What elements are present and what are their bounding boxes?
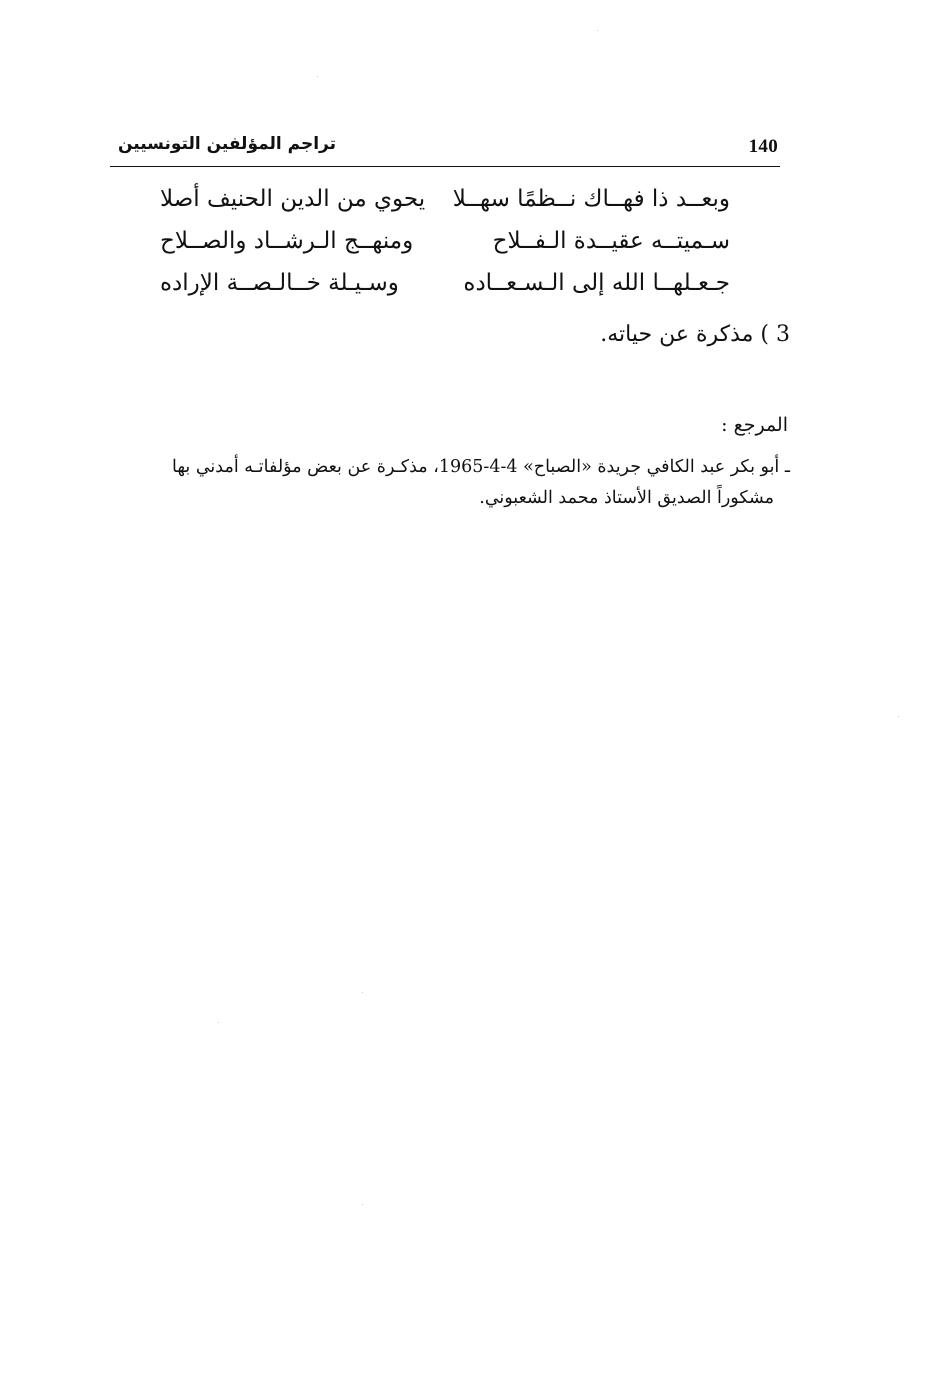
verse-first-hemistich: جـعـلهــا الله إلى الـسـعــاده: [463, 270, 730, 296]
references-heading: المرجع :: [721, 414, 788, 436]
running-title: تراجم المؤلفين التونسيين: [118, 134, 336, 154]
reference-entry: [110, 452, 790, 514]
poem-block: [160, 186, 730, 312]
verse-first-hemistich: سـميتــه عقيــدة الـفــلاح: [492, 228, 730, 254]
reference-line-continued: مشكوراً الصديق الأستاذ محمد الشعبوني.: [479, 488, 774, 508]
poem-verse: [160, 228, 730, 270]
poem-verse: [160, 186, 730, 228]
verse-second-hemistich: يحوي من الدين الحنيف أصلا: [160, 186, 426, 212]
verse-second-hemistich: ومنهــج الـرشــاد والصــلاح: [160, 228, 414, 254]
header-rule: [110, 166, 780, 167]
running-header: [110, 134, 780, 164]
verse-first-hemistich: وبعــد ذا فهــاك نــظمًا سهــلا: [452, 186, 730, 212]
poem-verse: [160, 270, 730, 312]
reference-line: ـ أبو بكر عبد الكافي جريدة «الصباح» 4-4-1965، مذكـرة عن بعض مؤلفاتـه أمدني بها: [172, 457, 790, 477]
numbered-note: 3 ) مذكرة عن حياته.: [600, 322, 790, 347]
page-number: 140: [748, 136, 778, 157]
verse-second-hemistich: وسـيـلة خــالـصــة الإراده: [160, 270, 399, 296]
